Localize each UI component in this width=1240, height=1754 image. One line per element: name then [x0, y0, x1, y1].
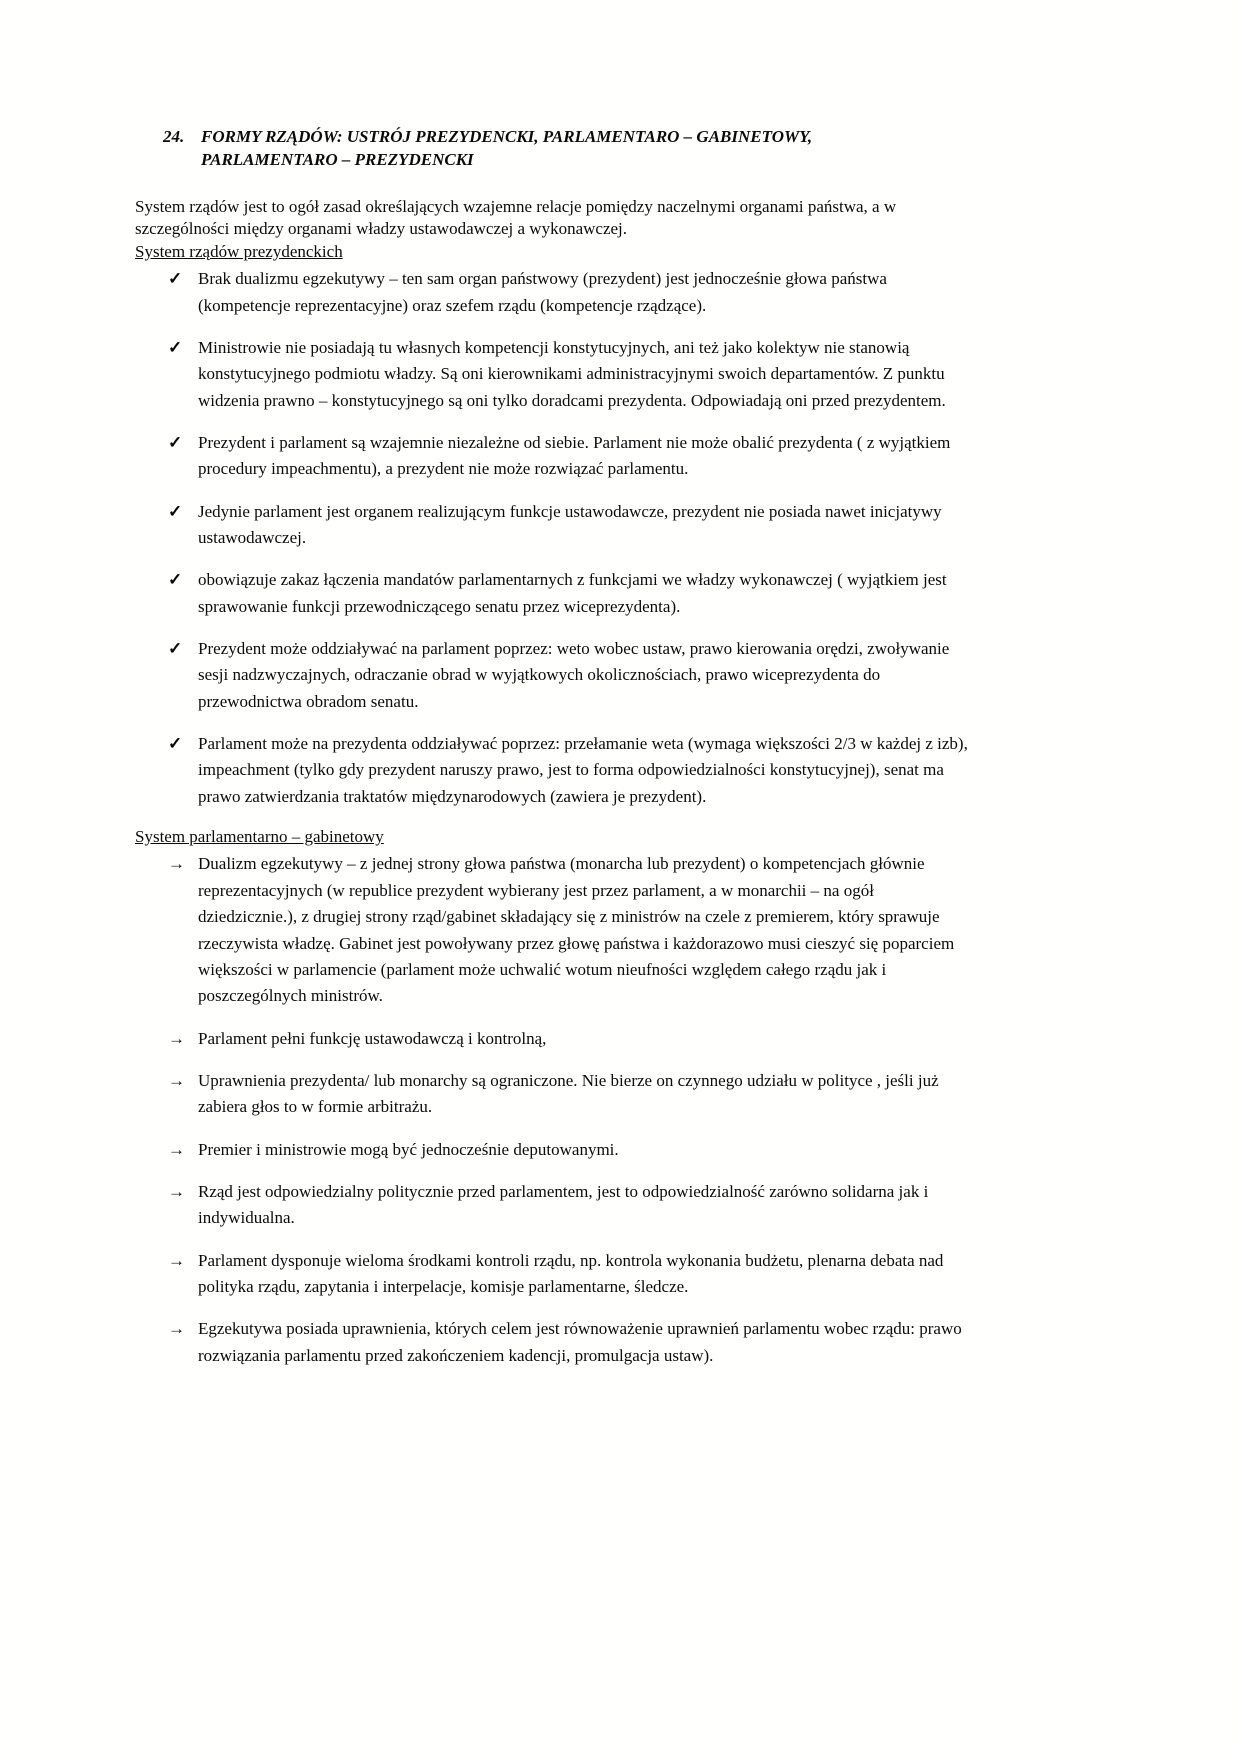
title-number: 24. — [163, 127, 185, 146]
item-text: Parlament może na prezydenta oddziaływać poprzez: przełamanie weta (wymaga większości 2/3 w każdej z izb), impeachment (tylko gdy prezydent naruszy prawo, jest to forma odpowiedzialności konstytucyjnej), senat ma prawo zatwierdzania traktatów międzynarodowych (zawiera je prezydent). — [198, 734, 968, 806]
list-item — [168, 266, 968, 319]
list-item — [168, 335, 968, 414]
list-item — [168, 1137, 968, 1163]
item-text: Premier i ministrowie mogą być jednocześnie deputowanymi. — [198, 1139, 619, 1159]
item-text: Prezydent może oddziaływać na parlament poprzez: weto wobec ustaw, prawo kierowania orędzi, zwoływanie sesji nadzwyczajnych, odraczanie obrad w wyjątkowych okolicznościach, prawo wiceprezydenta do przewodnictwa obradom senatu. — [198, 638, 950, 711]
checkmark-icon: ✓ — [168, 432, 183, 452]
checkmark-icon: ✓ — [168, 501, 183, 521]
checkmark-icon: ✓ — [168, 269, 183, 289]
list-item — [168, 1026, 968, 1052]
item-text: obowiązuje zakaz łączenia mandatów parlamentarnych z funkcjami we władzy wykonawczej ( wyjątkiem jest sprawowanie funkcji przewodniczącego senatu przez wiceprezydenta). — [198, 570, 947, 616]
item-text: Brak dualizmu egzekutywy – ten sam organ państwowy (prezydent) jest jednocześnie głowa państwa (kompetencje reprezentacyjne) oraz szefem rządu (kompetencje rządzące). — [198, 269, 887, 315]
checkmark-icon: ✓ — [168, 570, 183, 590]
arrow-icon: → — [168, 1139, 185, 1159]
list-item — [168, 851, 968, 1009]
section-heading-parliamentary: System parlamentarno – gabinetowy — [135, 827, 384, 847]
arrow-icon: → — [168, 1070, 185, 1090]
arrow-icon: → — [168, 1319, 185, 1339]
checkmark-icon: ✓ — [168, 734, 183, 753]
title-text: FORMY RZĄDÓW: USTRÓJ PREZYDENCKI, PARLAMENTARO – GABINETOWY, PARLAMENTARO – PREZYDENCKI — [201, 127, 813, 169]
item-text: Dualizm egzekutywy – z jednej strony głowa państwa (monarcha lub prezydent) o kompetencjach głównie reprezentacyjnych (w republice prezydent wybierany jest przez parlament, a w monarchii – na ogół dziedzicznie.), z drugiej strony rząd/gabinet składający się z ministrów na czele z premierem, który sprawuje rzeczywista władzę. Gabinet jest powoływany przez głowę państwa i każdorazowo musi cieszyć się poparciem większości w parlamencie (parlament może uchwalić wotum nieufności względem całego rządu jak i poszczególnych ministrów. — [198, 854, 955, 1006]
list-item — [168, 1316, 968, 1369]
list-item — [168, 1248, 968, 1301]
list-item — [168, 731, 968, 810]
arrow-icon: → — [168, 1028, 185, 1048]
item-text: Uprawnienia prezydenta/ lub monarchy są ograniczone. Nie bierze on czynnego udziału w polityce , jeśli już zabiera głos to w formie arbitrażu. — [198, 1070, 939, 1117]
list-item — [168, 567, 968, 620]
list-item — [168, 636, 968, 715]
arrow-icon: → — [168, 1250, 185, 1270]
section-heading-presidential: System rządów prezydenckich — [135, 241, 343, 261]
item-text: Parlament dysponuje wieloma środkami kontroli rządu, np. kontrola wykonania budżetu, plenarna debata nad polityka rządu, zapytania i interpelacje, komisje parlamentarne, śledcze. — [198, 1250, 944, 1296]
arrow-icon: → — [168, 1181, 185, 1201]
list-item — [168, 1179, 968, 1232]
arrow-icon: → — [168, 854, 185, 874]
item-text: Jedynie parlament jest organem realizującym funkcje ustawodawcze, prezydent nie posiada nawet inicjatywy ustawodawczej. — [198, 501, 942, 547]
intro-paragraph: System rządów jest to ogół zasad określających wzajemne relacje pomiędzy naczelnymi organami państwa, a w szczególności między organami władzy ustawodawczej a wykonawczej. — [135, 196, 897, 239]
item-text: Ministrowie nie posiadają tu własnych kompetencji konstytucyjnych, ani też jako kolektyw nie stanowią konstytucyjnego podmiotu władzy. Są oni kierownikami administracyjnymi swoich departamentów. Z punktu widzenia prawno – konstytucyjnego są oni tylko doradcami prezydenta. Odpowiadają oni przed prezydentem. — [198, 337, 946, 410]
checkmark-icon: ✓ — [168, 638, 183, 658]
presidential-system-list — [168, 266, 968, 810]
item-text: Prezydent i parlament są wzajemnie niezależne od siebie. Parlament nie może obalić prezydenta ( z wyjątkiem procedury impeachmentu), a prezydent nie może rozwiązać parlamentu. — [198, 432, 951, 479]
checkmark-icon: ✓ — [168, 337, 183, 357]
parliamentary-system-list — [168, 851, 968, 1369]
list-item — [168, 499, 968, 552]
page-title — [163, 126, 968, 172]
list-item — [168, 1068, 968, 1121]
item-text: Rząd jest odpowiedzialny politycznie przed parlamentem, jest to odpowiedzialność zarówno solidarna jak i indywidualna. — [198, 1181, 929, 1228]
item-text: Parlament pełni funkcję ustawodawczą i kontrolną, — [198, 1028, 547, 1048]
list-item — [168, 430, 968, 483]
item-text: Egzekutywa posiada uprawnienia, których celem jest równoważenie uprawnień parlamentu wobec rządu: prawo rozwiązania parlamentu przed zakończeniem kadencji, promulgacja ustaw). — [198, 1319, 962, 1365]
